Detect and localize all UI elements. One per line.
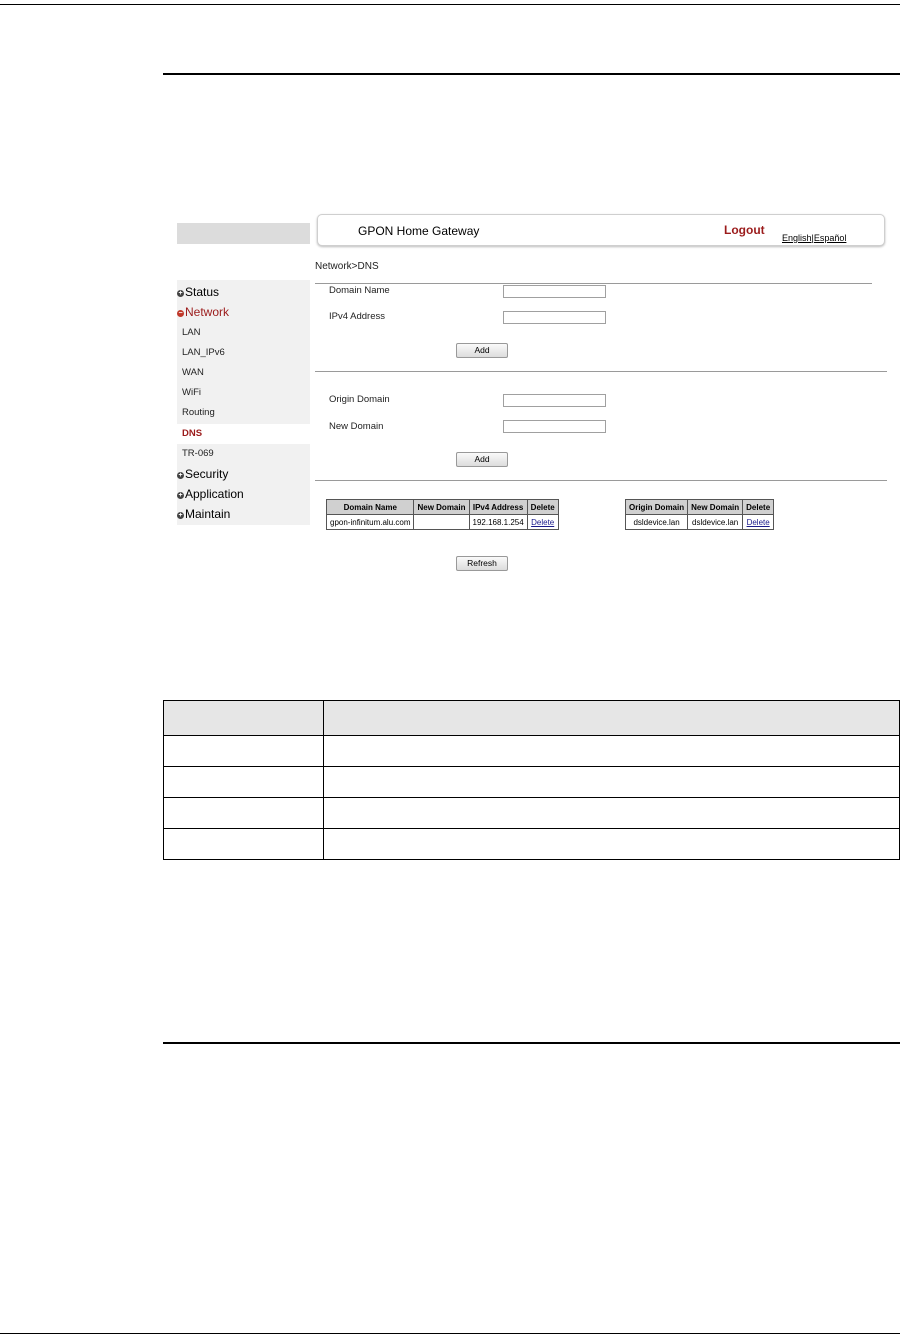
column-header: Domain Name <box>327 500 414 515</box>
table-header-row <box>164 701 900 736</box>
origin-domain-input[interactable] <box>503 394 606 407</box>
sidebar-item-routing[interactable]: Routing <box>182 407 215 418</box>
table-cell <box>414 515 469 530</box>
table-cell <box>324 736 900 767</box>
table-cell <box>164 798 324 829</box>
app-header <box>317 214 885 246</box>
table-row <box>164 767 900 798</box>
sidebar-item-network[interactable] <box>177 302 229 322</box>
table-cell <box>324 829 900 860</box>
table-cell <box>164 767 324 798</box>
domain-name-label: Domain Name <box>329 285 390 296</box>
sidebar-item-application[interactable] <box>177 484 244 504</box>
table-header-row <box>626 500 774 515</box>
sidebar-item-label: Network <box>185 305 230 319</box>
column-header: New Domain <box>688 500 743 515</box>
section-rule-bottom <box>163 1042 900 1044</box>
divider <box>315 283 872 284</box>
delete-link[interactable]: Delete <box>746 517 770 527</box>
sidebar-item-tr069[interactable]: TR-069 <box>182 448 214 459</box>
table-cell <box>164 701 324 736</box>
column-header: Origin Domain <box>626 500 688 515</box>
sidebar-header-bar <box>177 223 310 244</box>
table-row <box>164 798 900 829</box>
domain-mapping-table <box>625 499 774 530</box>
domain-name-input[interactable] <box>503 285 606 298</box>
table-row <box>164 736 900 767</box>
ipv4-address-label: IPv4 Address <box>329 311 385 322</box>
lang-english-link[interactable]: English <box>782 233 812 243</box>
sidebar-item-dns[interactable]: DNS <box>177 424 310 444</box>
table-cell <box>324 767 900 798</box>
ipv4-address-input[interactable] <box>503 311 606 324</box>
plus-icon: + <box>178 492 183 499</box>
logout-link[interactable]: Logout <box>724 223 765 237</box>
column-header: Delete <box>743 500 774 515</box>
new-domain-input[interactable] <box>503 420 606 433</box>
sidebar-item-label: Security <box>185 467 229 481</box>
table-row <box>164 829 900 860</box>
sidebar-item-label: Application <box>185 487 244 501</box>
sidebar-item-security[interactable] <box>177 464 228 484</box>
dns-host-table <box>326 499 559 530</box>
lang-spanish-link[interactable]: Español <box>813 233 847 243</box>
table-row <box>626 515 774 530</box>
table-cell: gpon-infinitum.alu.com <box>327 515 414 530</box>
sidebar-item-wan[interactable]: WAN <box>182 367 204 378</box>
plus-icon: + <box>178 472 183 479</box>
new-domain-label: New Domain <box>329 421 384 432</box>
top-rule <box>0 4 900 5</box>
table-cell: dsldevice.lan <box>626 515 688 530</box>
table-cell <box>324 701 900 736</box>
table-header-row <box>327 500 559 515</box>
origin-domain-label: Origin Domain <box>329 394 390 405</box>
table-cell: 192.168.1.254 <box>469 515 527 530</box>
divider <box>315 371 887 372</box>
parameter-table <box>163 700 900 860</box>
language-switcher <box>782 233 846 243</box>
column-header: IPv4 Address <box>469 500 527 515</box>
table-cell <box>164 736 324 767</box>
sidebar-item-status[interactable] <box>177 282 219 302</box>
divider <box>315 480 887 481</box>
table-cell <box>527 515 558 530</box>
table-cell <box>743 515 774 530</box>
breadcrumb: Network>DNS <box>315 261 379 272</box>
plus-icon: + <box>178 290 183 297</box>
column-header: New Domain <box>414 500 469 515</box>
lang-separator: | <box>811 233 814 243</box>
gateway-screenshot <box>177 208 887 578</box>
table-cell <box>164 829 324 860</box>
sidebar-item-wifi[interactable]: WiFi <box>182 387 201 398</box>
refresh-button[interactable]: Refresh <box>456 556 508 571</box>
sidebar-item-lan-ipv6[interactable]: LAN_IPv6 <box>182 347 225 358</box>
app-title: GPON Home Gateway <box>358 224 480 238</box>
plus-icon: + <box>178 512 183 519</box>
table-cell: dsldevice.lan <box>688 515 743 530</box>
bottom-rule <box>0 1333 900 1334</box>
column-header: Delete <box>527 500 558 515</box>
table-cell <box>324 798 900 829</box>
table-row <box>327 515 559 530</box>
sidebar-item-maintain[interactable] <box>177 504 230 524</box>
sidebar <box>177 280 310 525</box>
add-dns-button[interactable]: Add <box>456 343 508 358</box>
sidebar-item-label: Status <box>185 285 220 299</box>
sidebar-item-label: Maintain <box>185 507 231 521</box>
minus-icon: − <box>178 310 183 317</box>
delete-link[interactable]: Delete <box>531 517 555 527</box>
sidebar-item-lan[interactable]: LAN <box>182 327 201 338</box>
add-mapping-button[interactable]: Add <box>456 452 508 467</box>
section-rule-top <box>163 73 900 75</box>
